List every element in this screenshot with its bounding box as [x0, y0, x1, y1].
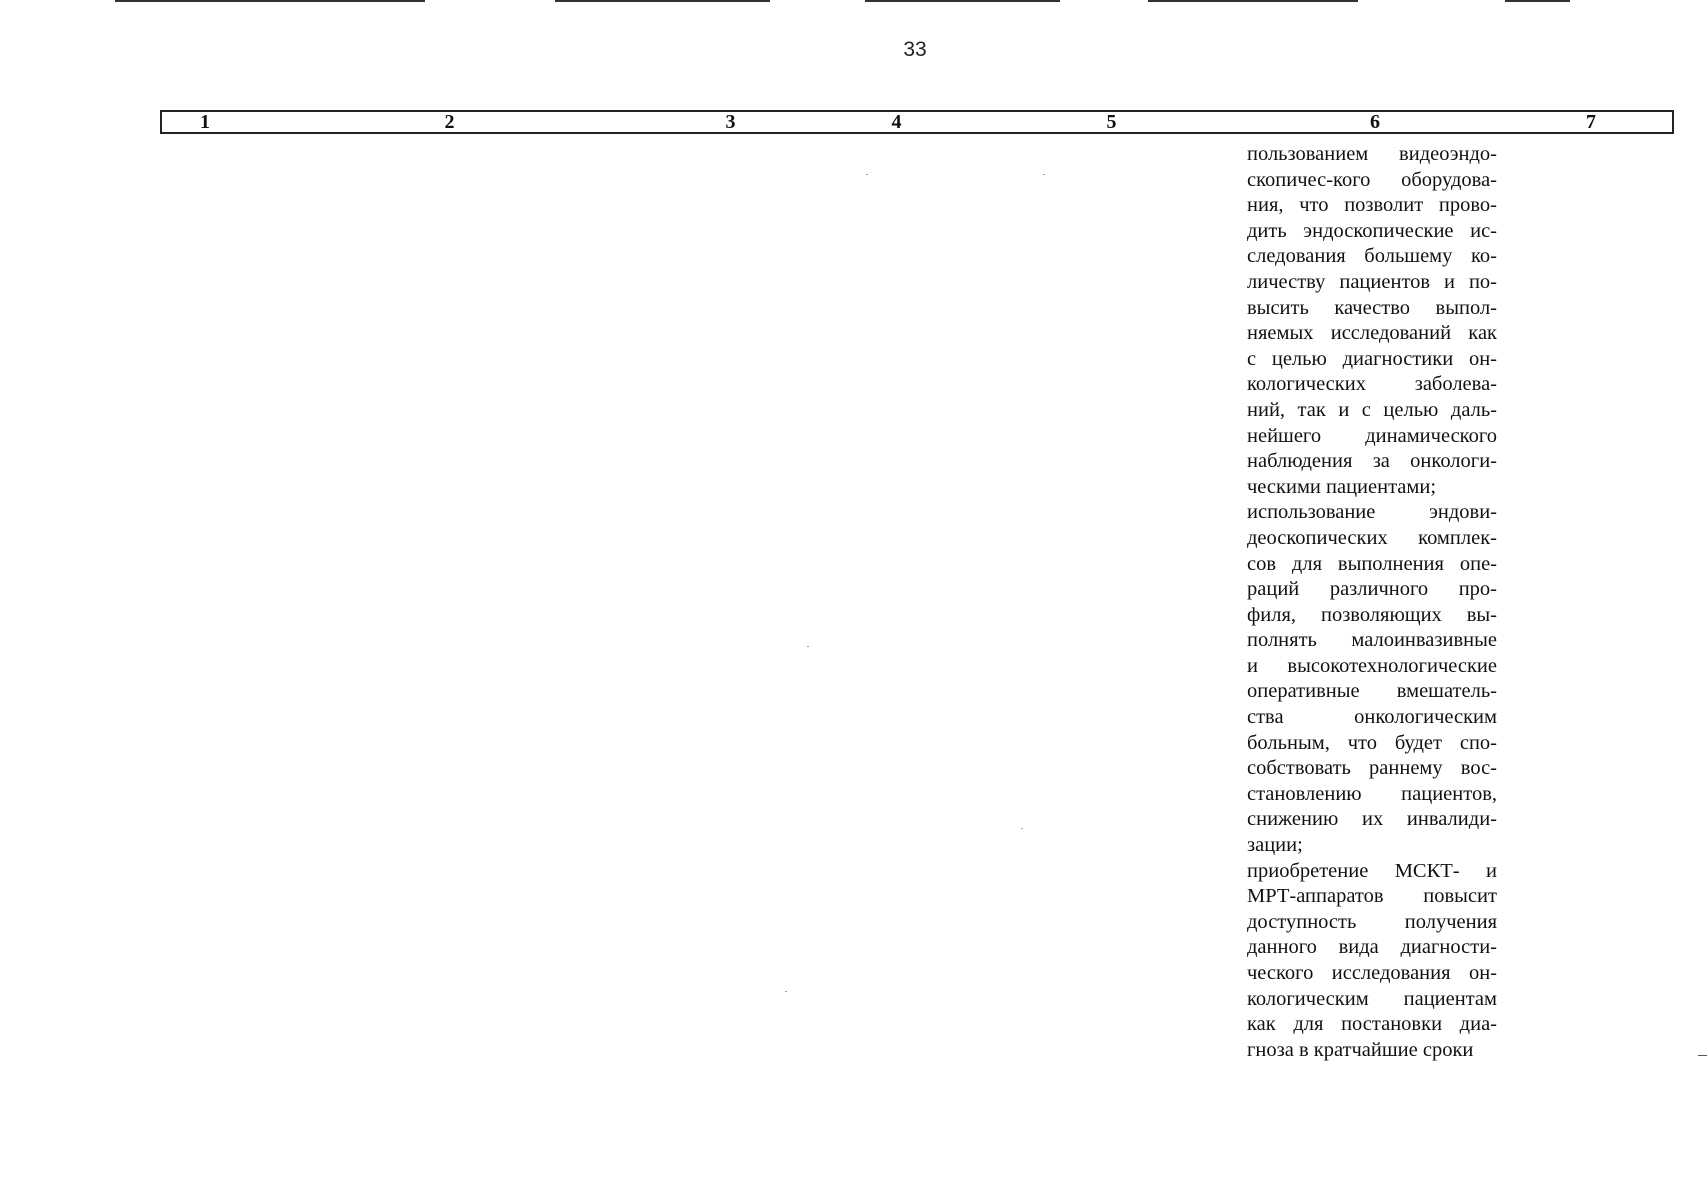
- scan-edge-line: [1148, 0, 1358, 2]
- scan-speck: [807, 646, 809, 647]
- text-line: как для постановки диа-: [1247, 1013, 1497, 1036]
- scan-speck: [785, 991, 787, 992]
- column-6-cell-text: [1247, 142, 1497, 1063]
- text-line: ческими пациентами;: [1247, 475, 1437, 498]
- text-line: ческого исследования он-: [1247, 962, 1497, 984]
- text-line: и высокотехнологические: [1247, 654, 1497, 677]
- text-line: скопичес-кого оборудова-: [1247, 168, 1497, 191]
- scan-edge-line: [555, 0, 770, 2]
- page-number: 33: [903, 38, 927, 61]
- text-line: становлению пациентов,: [1247, 782, 1497, 805]
- text-line: МРТ-аппаратов повысит: [1247, 885, 1497, 908]
- text-line: приобретение МСКТ- и: [1247, 859, 1497, 882]
- column-header-4: 4: [810, 110, 985, 134]
- text-line: няемых исследований как: [1247, 322, 1497, 345]
- column-header-1: 1: [160, 110, 250, 134]
- scan-speck: [1021, 828, 1023, 829]
- scan-edge-line: [115, 0, 425, 2]
- text-line: высить качество выпол-: [1247, 296, 1497, 319]
- text-line: дить эндоскопические ис-: [1247, 219, 1497, 242]
- text-line: ний, так и с целью даль-: [1247, 398, 1497, 421]
- text-line: деоскопических комплек-: [1247, 526, 1497, 549]
- scan-edge-mark: [1698, 1055, 1707, 1056]
- text-line: кологическим пациентам: [1247, 987, 1497, 1010]
- text-line: с целью диагностики он-: [1247, 347, 1497, 370]
- text-line: кологических заболева-: [1247, 373, 1497, 396]
- text-line: наблюдения за онкологи-: [1247, 450, 1497, 473]
- text-line: больным, что будет спо-: [1247, 731, 1497, 754]
- column-header-6: 6: [1240, 110, 1512, 134]
- column-header-5: 5: [983, 110, 1242, 134]
- text-line: оперативные вмешатель-: [1247, 680, 1497, 703]
- column-header-3: 3: [651, 110, 812, 134]
- scan-speck: [1043, 174, 1045, 175]
- text-line: собствовать раннему вос-: [1247, 757, 1497, 780]
- text-line: полнять малоинвазивные: [1247, 629, 1497, 652]
- scan-edge-line: [865, 0, 1060, 2]
- text-line: ния, что позволит прово-: [1247, 194, 1497, 217]
- scan-speck: [866, 174, 868, 175]
- text-line: нейшего динамического: [1247, 424, 1497, 447]
- text-line: ства онкологическим: [1247, 706, 1497, 729]
- text-line: филя, позволяющих вы-: [1247, 603, 1497, 626]
- text-line: гноза в кратчайшие сроки: [1247, 1038, 1474, 1061]
- text-line: зации;: [1247, 834, 1303, 857]
- text-line: снижению их инвалиди-: [1247, 808, 1497, 831]
- column-header-2: 2: [248, 110, 653, 134]
- text-line: следования большему ко-: [1247, 245, 1497, 268]
- text-line: использование эндови-: [1247, 501, 1497, 524]
- text-line: доступность получения: [1247, 910, 1497, 933]
- text-line: пользованием видеоэндо-: [1247, 143, 1497, 165]
- column-header-7: 7: [1510, 110, 1674, 134]
- text-line: сов для выполнения опе-: [1247, 552, 1497, 575]
- scan-edge-line: [1505, 0, 1570, 2]
- text-line: данного вида диагности-: [1247, 936, 1497, 959]
- text-line: личеству пациентов и по-: [1247, 270, 1497, 293]
- text-line: раций различного про-: [1247, 578, 1497, 601]
